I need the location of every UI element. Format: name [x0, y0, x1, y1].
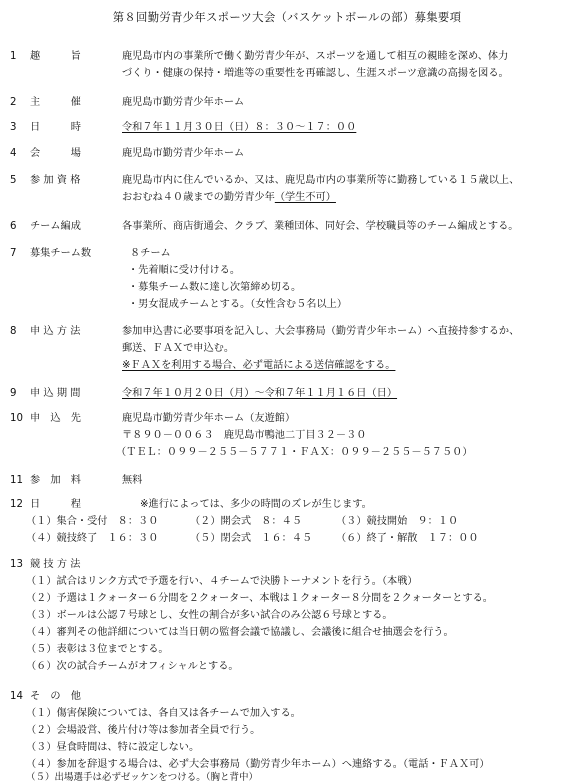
- section-9-text: 令和７年１０月２０日（月）～令和７年１１月１６日（日）: [122, 388, 398, 399]
- section-2-label: 主 催: [30, 97, 81, 108]
- schedule-item-1: （１）集合・受付 ８：３０: [26, 516, 159, 527]
- rules-item-5: （５）表彰は３位までとする。: [26, 644, 169, 655]
- section-3-number: 3: [10, 122, 17, 133]
- document-title: 第８回勤労青少年スポーツ大会（バスケットボールの部）募集要項: [112, 10, 462, 24]
- section-9-label: 申 込 期 間: [30, 388, 81, 399]
- section-1-line-2: づくり・健康の保持・増進等の重要性を再確認し、生涯スポーツ意識の高揚を図る。: [122, 68, 509, 79]
- section-8-line-1: 参加申込書に必要事項を記入し、大会事務局（勤労青少年ホーム）へ直接持参するか、: [122, 326, 520, 337]
- section-3-label: 日 時: [30, 122, 81, 133]
- section-5-label: 参 加 資 格: [30, 175, 81, 186]
- section-4-text: 鹿児島市勤労青少年ホーム: [122, 148, 245, 159]
- other-item-2: （２）会場設営、後片付け等は参加者全員で行う。: [26, 725, 261, 736]
- section-5-line-2-text: おおむね４０歳までの勤労青少年: [122, 192, 275, 203]
- section-7-bullet-2: ・募集チーム数に達し次第締め切る。: [128, 282, 302, 293]
- section-8-label: 申 込 方 法: [30, 326, 81, 337]
- section-3-text: 令和７年１１月３０日（日）８：３０～１７：００: [122, 122, 357, 133]
- section-8-number: 8: [10, 326, 17, 337]
- rules-item-2: （２）予選は１クォーター６分間を２クォーター、本戦は１クォーター８分間を２クォーターとする。: [26, 593, 493, 604]
- other-item-4: （４）参加を辞退する場合は、必ず大会事務局（勤労青少年ホーム）へ連絡する。（電話・ＦＡＸ可）: [26, 759, 490, 770]
- section-10-number: 10: [10, 413, 23, 424]
- section-7-label: 募集チーム数: [30, 248, 92, 259]
- section-1-label: 趣 旨: [30, 51, 81, 62]
- section-7-text: ８チーム: [130, 248, 171, 259]
- section-6-text: 各事業所、商店街通会、クラブ、業種団体、同好会、学校職員等のチーム編成とする。: [122, 221, 519, 232]
- section-13-label: 競 技 方 法: [30, 559, 81, 570]
- section-7-number: 7: [10, 248, 17, 259]
- section-10-contact: （ＴＥＬ：０９９－２５５－５７７１・ＦＡＸ：０９９－２５５－５７５０）: [116, 447, 473, 458]
- schedule-item-4: （４）競技終了 １６：３０: [26, 533, 159, 544]
- section-4-number: 4: [10, 148, 17, 159]
- section-14-number: 14: [10, 691, 23, 702]
- section-9-number: 9: [10, 388, 17, 399]
- section-4-label: 会 場: [30, 148, 81, 159]
- section-12-label: 日 程: [30, 499, 81, 510]
- section-6-number: 6: [10, 221, 17, 232]
- other-item-3: （３）昼食時間は、特に設定しない。: [26, 742, 200, 753]
- rules-item-6: （６）次の試合チームがオフィシャルとする。: [26, 661, 239, 672]
- section-6-label: チーム編成: [30, 221, 81, 232]
- schedule-item-2: （２）開会式 ８：４５: [190, 516, 303, 527]
- section-10-label: 申 込 先: [30, 413, 81, 424]
- section-10-line-1: 鹿児島市勤労青少年ホーム（友遊館）: [122, 413, 296, 424]
- other-item-1: （１）傷害保険については、各自又は各チームで加入する。: [26, 708, 301, 719]
- other-item-5: （５）出場選手は必ずゼッケンをつける。（胸と背中）: [26, 772, 258, 783]
- section-11-label: 参 加 料: [30, 475, 81, 486]
- section-5-line-2: [122, 189, 336, 206]
- section-1-line-1: 鹿児島市内の事業所で働く勤労青少年が、スポーツを通して相互の親睦を深め、体力: [122, 51, 509, 62]
- schedule-item-5: （５）閉会式 １６：４５: [190, 533, 313, 544]
- section-7-bullet-3: ・男女混成チームとする。（女性含む５名以上）: [128, 299, 348, 310]
- section-5-number: 5: [10, 175, 17, 186]
- section-2-number: 2: [10, 97, 17, 108]
- rules-item-1: （１）試合はリンク方式で予選を行い、４チームで決勝トーナメントを行う。（本戦）: [26, 576, 418, 587]
- section-11-text: 無料: [122, 475, 143, 486]
- section-1-number: 1: [10, 51, 17, 62]
- schedule-item-6: （６）終了・解散 １７：００: [336, 533, 479, 544]
- schedule-item-3: （３）競技開始 ９：１０: [336, 516, 459, 527]
- section-12-number: 12: [10, 499, 23, 510]
- section-8-line-2: 郵送、ＦＡＸで申込む。: [122, 343, 235, 354]
- section-14-label: そ の 他: [30, 691, 81, 702]
- section-10-address: 〒８９０－００６３ 鹿児島市鴨池二丁目３２－３０: [122, 430, 367, 441]
- section-12-note: ※進行によっては、多少の時間のズレが生じます。: [140, 499, 372, 510]
- section-8-fax-note: ※ＦＡＸを利用する場合、必ず電話による送信確認をする。: [122, 360, 396, 371]
- section-7-bullet-1: ・先着順に受け付ける。: [128, 265, 241, 276]
- section-11-number: 11: [10, 475, 23, 486]
- section-5-student-note: （学生不可）: [274, 192, 336, 203]
- section-5-line-1: 鹿児島市内に住んでいるか、又は、鹿児島市内の事業所等に勤務している１５歳以上、: [122, 175, 520, 186]
- section-2-text: 鹿児島市勤労青少年ホーム: [122, 97, 245, 108]
- rules-item-4: （４）審判その他詳細については当日朝の監督会議で協議し、会議後に組合せ抽選会を行う。: [26, 627, 454, 638]
- section-13-number: 13: [10, 559, 23, 570]
- rules-item-3: （３）ボールは公認７号球とし、女性の割合が多い試合のみ公認６号球とする。: [26, 610, 393, 621]
